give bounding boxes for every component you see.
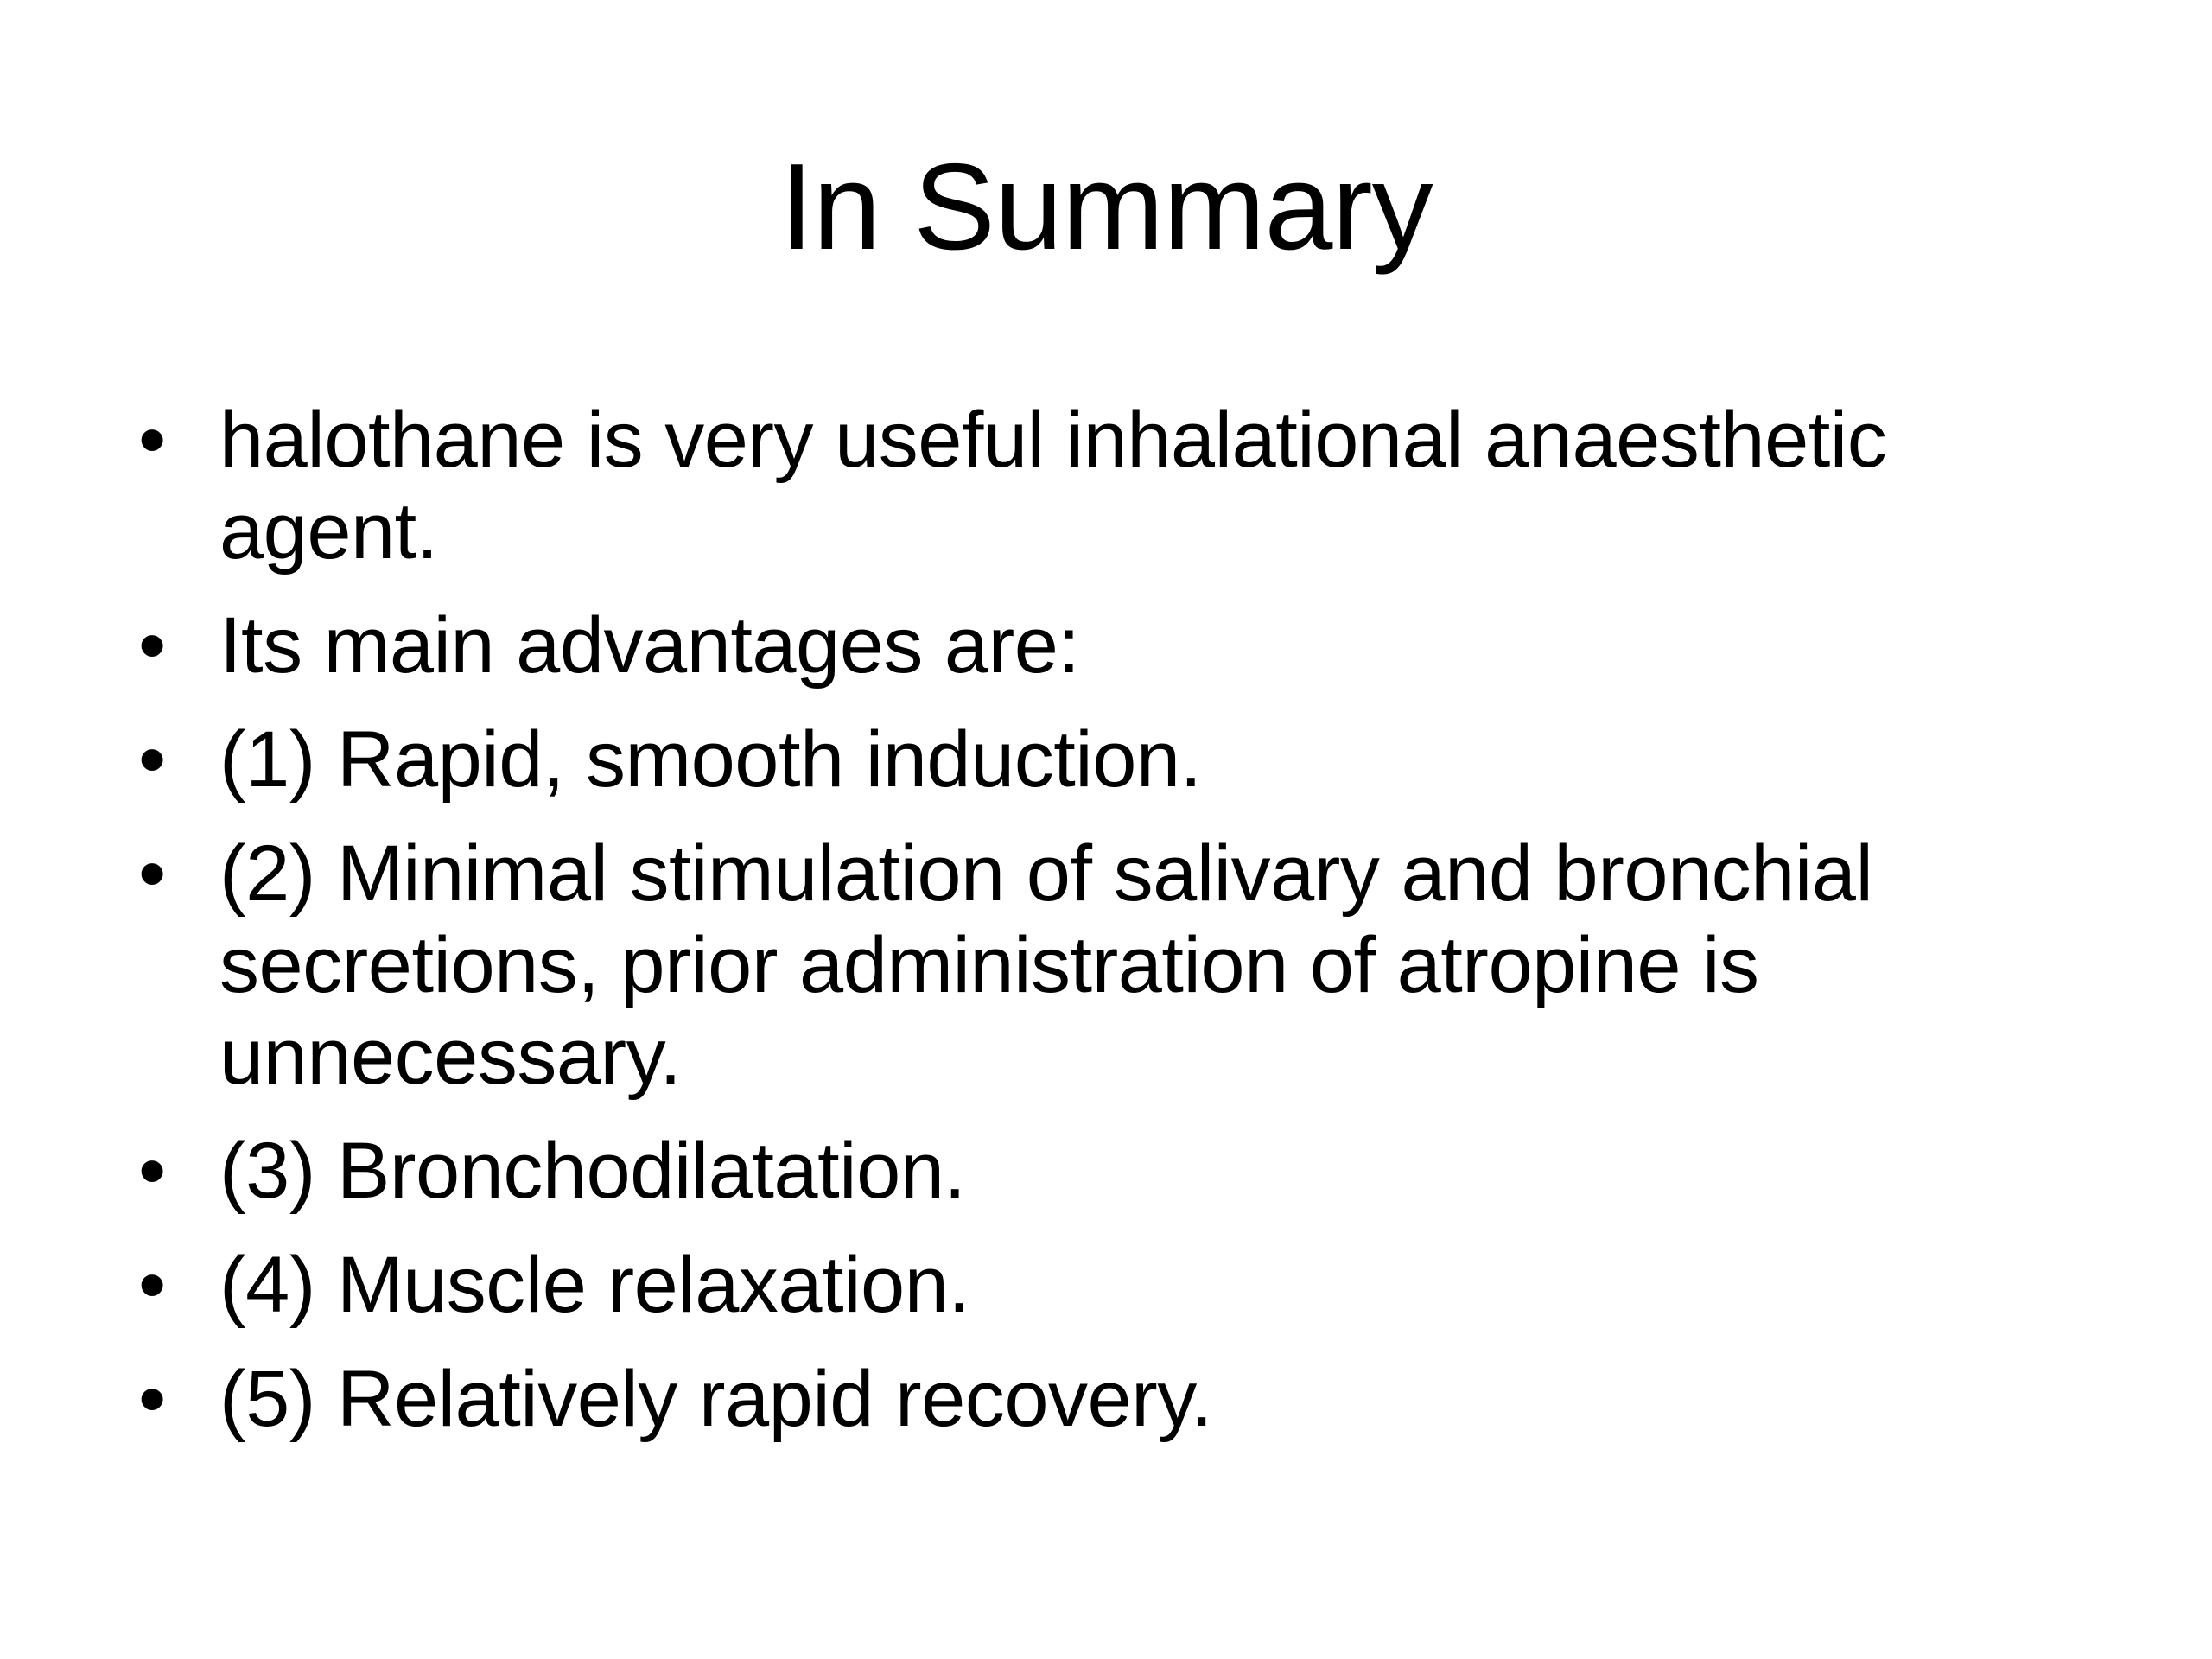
bullet-item (128, 600, 2115, 691)
bullet-item (128, 828, 2115, 1103)
bullet-item (128, 1125, 2115, 1217)
bullet-item (128, 714, 2115, 805)
bullet-text: Its main advantages are: (219, 601, 1080, 690)
bullet-dot-icon: • (138, 601, 166, 690)
bullet-text: (1) Rapid, smooth induction. (219, 715, 1202, 804)
bullet-item (128, 394, 2115, 577)
bullet-text: (5) Relatively rapid recovery. (219, 1355, 1213, 1443)
bullet-dot-icon: • (138, 1127, 166, 1215)
bullet-text: (2) Minimal stimulation of salivary and bronchial secretions, prior administration of atropine is unnecessary. (219, 830, 1873, 1101)
bullet-text: (3) Bronchodilatation. (219, 1127, 966, 1215)
bullet-text: halothane is very useful inhalational anaesthetic agent. (219, 396, 1887, 575)
bullet-dot-icon: • (138, 1355, 166, 1443)
bullet-dot-icon: • (138, 715, 166, 804)
bullet-list (128, 394, 2115, 1467)
bullet-dot-icon: • (138, 396, 166, 484)
bullet-dot-icon: • (138, 1241, 166, 1329)
bullet-dot-icon: • (138, 830, 166, 918)
bullet-text: (4) Muscle relaxation. (219, 1241, 970, 1329)
bullet-item (128, 1239, 2115, 1331)
bullet-item (128, 1353, 2115, 1445)
slide-title: In Summary (779, 138, 1433, 276)
